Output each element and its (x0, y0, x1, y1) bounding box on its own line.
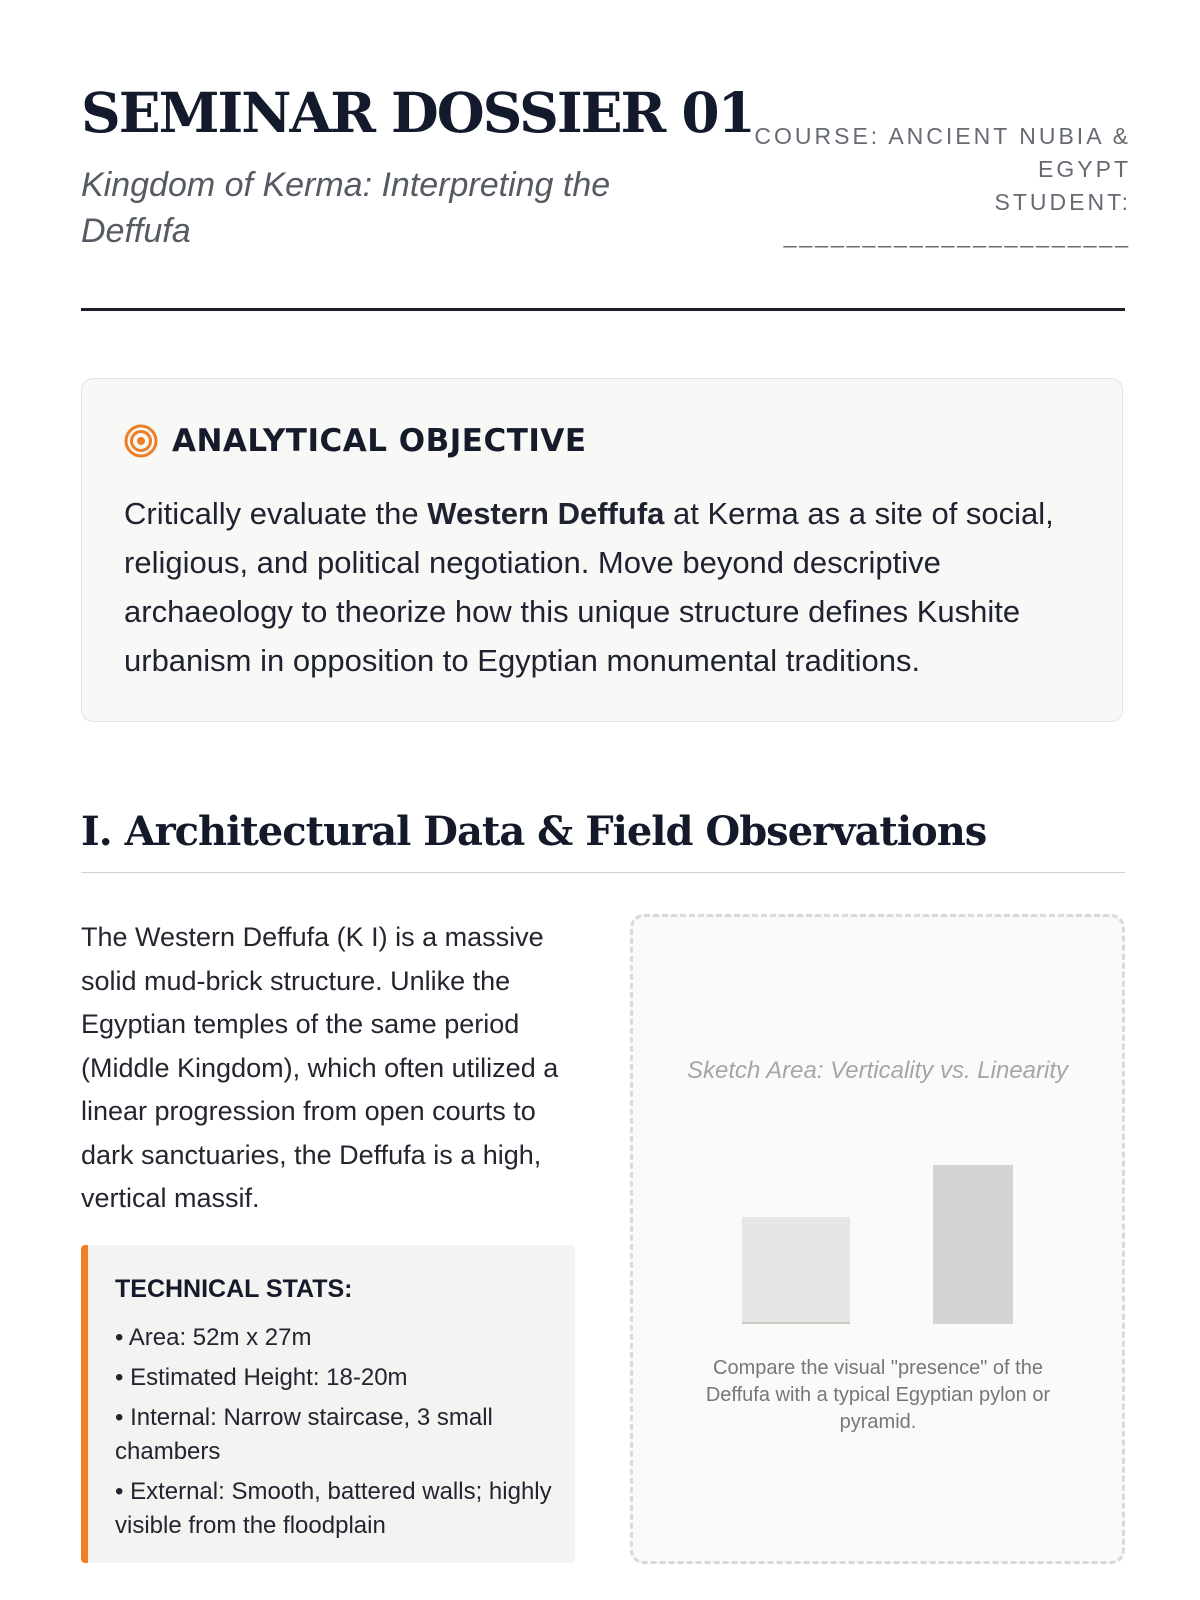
objective-title: ANALYTICAL OBJECTIVE (172, 423, 587, 459)
linear-structure-shape (742, 1217, 850, 1324)
objective-text-start: Critically evaluate the (124, 496, 428, 531)
objective-box (81, 378, 1123, 722)
page-subtitle: Kingdom of Kerma: Interpreting the Deffufa (81, 166, 611, 250)
objective-header (124, 423, 587, 459)
technical-stats-box (81, 1245, 575, 1563)
sketch-label: Sketch Area: Verticality vs. Linearity (686, 1057, 1069, 1084)
section-title: I. Architectural Data & Field Observations (81, 808, 987, 855)
course-line-1: COURSE: ANCIENT NUBIA & (754, 123, 1131, 149)
vertical-structure-shape (933, 1165, 1013, 1324)
course-meta (711, 120, 1131, 252)
sketch-caption: Compare the visual "presence" of the Deffufa with a typical Egyptian pylon or pyramid. (705, 1357, 1051, 1433)
student-name-blank[interactable]: ______________________ (783, 222, 1131, 248)
objective-text-bold: Western Deffufa (427, 496, 665, 531)
page-title: SEMINAR DOSSIER 01 (81, 80, 754, 145)
course-line-2: EGYPT (1038, 156, 1131, 182)
objective-text (124, 489, 1084, 685)
objective-text-end: at Kerma as a site of social, religious, and political negotiation. Move beyond descriptive archaeology to theorize how this unique structure defines Kushite urbanism in opposition to Egyptian monumental traditions. (124, 496, 1054, 678)
stat-item: • Estimated Height: 18-20m (115, 1364, 408, 1391)
stat-item: • Area: 52m x 27m (115, 1324, 312, 1351)
target-icon (124, 424, 158, 458)
stat-item: • Internal: Narrow staircase, 3 small chambers (115, 1404, 493, 1465)
sketch-area[interactable] (630, 914, 1125, 1564)
header-divider (81, 308, 1125, 311)
technical-stats-title: TECHNICAL STATS: (115, 1275, 353, 1303)
section-divider (81, 872, 1125, 873)
stat-item: • External: Smooth, battered walls; highly visible from the floodplain (115, 1478, 552, 1539)
section-body: The Western Deffufa (K I) is a massive solid mud-brick structure. Unlike the Egyptian temples of the same period (Middle Kingdom), which often utilized a linear progression from open courts to dark sanctuaries, the Deffufa is a high, vertical massif. (81, 922, 559, 1213)
student-label: STUDENT: (994, 189, 1131, 215)
technical-stats-list (115, 1321, 555, 1549)
